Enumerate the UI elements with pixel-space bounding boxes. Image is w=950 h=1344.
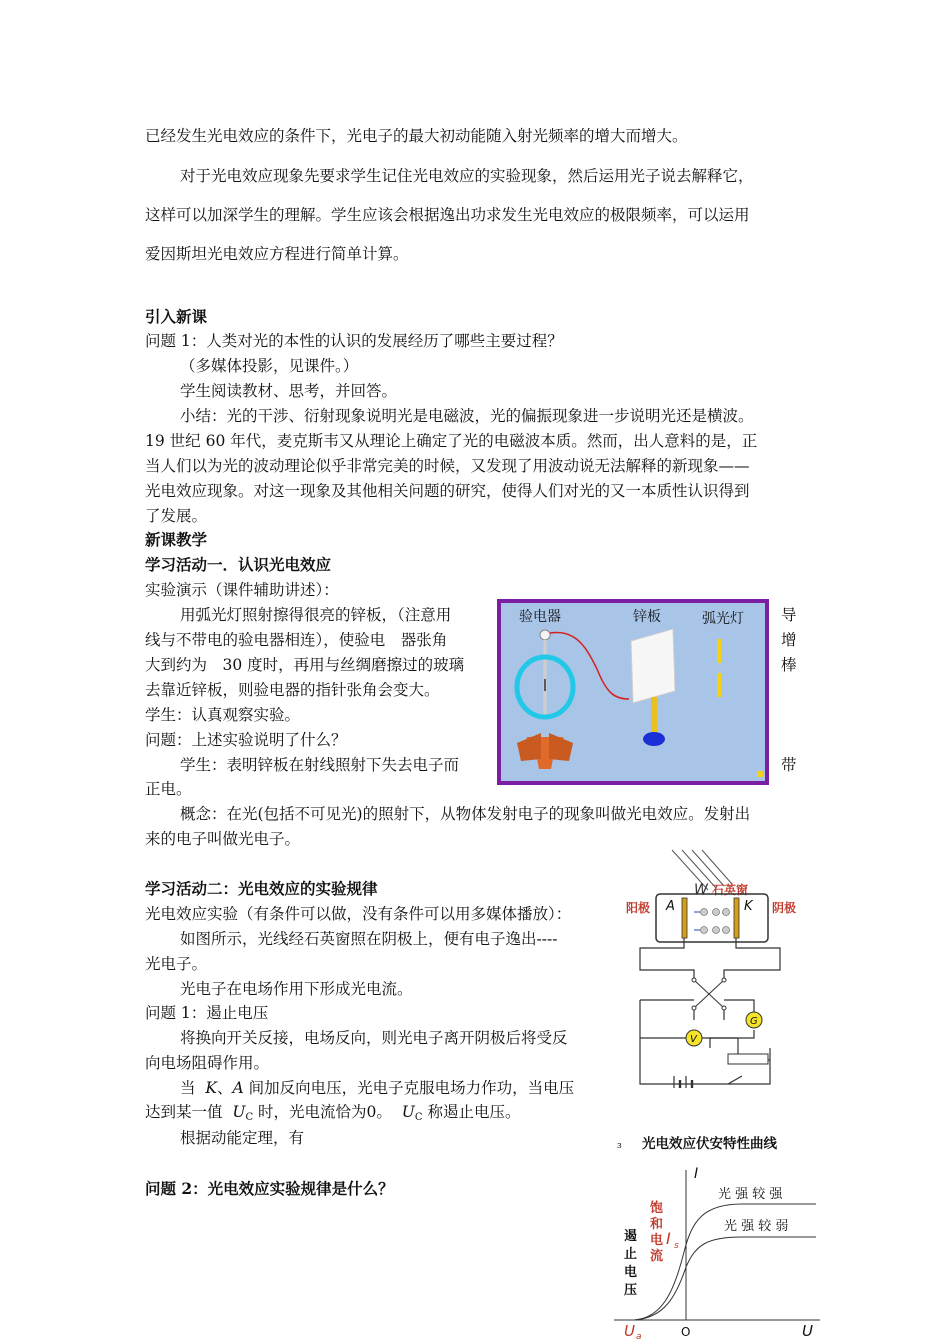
label-w: W xyxy=(694,882,708,898)
zinc-stand-rod xyxy=(651,697,657,737)
student-observe: 学生：认真观察实验。 xyxy=(145,706,301,724)
concept-line-1: 概念：在光(包括不可见光)的照射下，从物体发射电子的现象叫做光电效应。发射出 xyxy=(180,805,751,823)
cathode-plate xyxy=(734,898,739,938)
electrons xyxy=(701,909,730,934)
summary-line-2: 19 世纪 60 年代，麦克斯韦又从理论上确定了光的电磁波本质。然而，出人意料的是，正 xyxy=(145,432,758,450)
right-char-3: 棒 xyxy=(781,656,797,674)
iv-curve-figure xyxy=(612,1132,822,1342)
summary-line-4: 光电效应现象。对这一现象及其他相关问题的研究，使得人们对光的又一本质性认识得到 xyxy=(145,482,750,500)
para3-line-2: 向电场阻碍作用。 xyxy=(145,1054,270,1072)
zinc-stand-base xyxy=(643,732,665,746)
question-laws: 问题 2：光电效应实验规律是什么？ xyxy=(145,1179,394,1198)
para4-line-2: 达到某一值 $U_C$ 时，光电流恰为0。 $U_C$ 称遏止电压。 xyxy=(145,1103,521,1123)
right-char-2: 增 xyxy=(781,631,797,649)
demo-para-2: 线与不带电的验电器相连），使验电 器张角 xyxy=(145,631,448,649)
anode-plate xyxy=(682,898,687,938)
label-weak: 光 强 较 弱 xyxy=(724,1219,789,1234)
reversing-switch xyxy=(692,978,726,1010)
summary-line-1: 小结：光的干涉、衍射现象说明光是电磁波，光的偏振现象进一步说明光还是横波。 xyxy=(180,407,754,425)
activity-1-heading: 学习活动一．认识光电效应 xyxy=(145,555,332,574)
para5: 根据动能定理，有 xyxy=(180,1129,305,1147)
label-zinc: 锌板 xyxy=(633,609,661,625)
label-a: A xyxy=(666,899,675,914)
section-heading-new: 新课教学 xyxy=(145,530,208,549)
para2: 光电子在电场作用下形成光电流。 xyxy=(180,980,413,998)
right-char-4: 带 xyxy=(781,756,797,774)
lamp-segment-1 xyxy=(717,639,721,663)
label-electroscope: 验电器 xyxy=(519,609,561,625)
demo-para-3: 大到约为 30 度时，再用与丝绸磨擦过的玻璃 xyxy=(145,656,465,674)
label-g: G xyxy=(750,1016,758,1027)
electron-arrows xyxy=(694,912,700,930)
label-i: I xyxy=(694,1166,699,1182)
zinc-plate xyxy=(631,629,675,703)
question-stopping: 问题 1：遏止电压 xyxy=(145,1004,269,1022)
intro-line-4: 爱因斯坦光电效应方程进行简单计算。 xyxy=(145,245,409,263)
intro-line-2: 对于光电效应现象先要求学生记住光电效应的实验现象，然后运用光子说去解释它， xyxy=(180,167,754,185)
battery xyxy=(674,1076,692,1088)
label-ua: U xyxy=(624,1322,635,1340)
student-activity: 学生阅读教材、思考，并回答。 xyxy=(180,382,398,400)
label-anode: 阳极 xyxy=(626,901,651,915)
label-strong: 光 强 较 强 xyxy=(718,1187,783,1202)
para4-line-1: 当 K、A 间加反向电压，光电子克服电场力作功，当电压 xyxy=(180,1079,575,1097)
para1-line-1: 如图所示，光线经石英窗照在阴极上，便有电子逸出---- xyxy=(180,930,558,948)
concept-line-2: 来的电子叫做光电子。 xyxy=(145,830,301,848)
label-is-sub: s xyxy=(674,1241,679,1251)
electroscope-figure xyxy=(497,599,769,785)
right-char-1: 导 xyxy=(781,606,797,624)
curve-title: 光电效应伏安特性曲线 xyxy=(642,1136,777,1152)
intro-line-3: 这样可以加深学生的理解。学生应该会根据逸出功求发生光电效应的极限频率，可以运用 xyxy=(145,206,750,224)
label-quartz: 石英窗 xyxy=(712,883,749,897)
question-explain: 问题：上述实验说明了什么？ xyxy=(145,731,347,749)
label-saturation: 饱和电流 xyxy=(650,1201,664,1264)
activity-2-heading: 学习活动二：光电效应的实验规律 xyxy=(145,879,378,898)
experiment-label: 光电效应实验（有条件可以做，没有条件可以用多媒体播放）： xyxy=(145,905,572,923)
demo-para-1: 用弧光灯照射擦得很亮的锌板，（注意用 xyxy=(180,606,452,624)
photoelectric-circuit-figure xyxy=(620,848,800,1088)
lamp-segment-2 xyxy=(717,673,721,697)
label-v: V xyxy=(690,1034,697,1045)
label-u: U xyxy=(802,1322,813,1340)
rheostat xyxy=(728,1054,768,1064)
label-origin: O xyxy=(681,1325,691,1339)
para1-line-2: 光电子。 xyxy=(145,955,208,973)
para3-line-1: 将换向开关反接，电场反向，则光电子离开阴极后将受反 xyxy=(180,1029,568,1047)
label-lamp: 弧光灯 xyxy=(702,611,744,627)
projection-note: （多媒体投影，见课件。） xyxy=(180,357,359,375)
summary-line-5: 了发展。 xyxy=(145,507,208,525)
question-1: 问题 1：人类对光的本性的认识的发展经历了哪些主要过程？ xyxy=(145,332,563,350)
label-stopping: 遏止电压 xyxy=(624,1229,638,1298)
student-answer: 学生：表明锌板在射线照射下失去电子而 xyxy=(180,756,460,774)
corner-mark xyxy=(757,771,763,777)
figure3-mark: ɜ xyxy=(617,1141,622,1151)
demo-label: 实验演示（课件辅助讲述）： xyxy=(145,581,339,599)
intro-line-1: 已经发生光电效应的条件下，光电子的最大初动能随入射光频率的增大而增大。 xyxy=(145,127,688,145)
label-k: K xyxy=(744,899,753,914)
section-heading-intro: 引入新课 xyxy=(145,307,208,326)
student-answer-cont: 正电。 xyxy=(145,780,192,798)
label-cathode: 阴极 xyxy=(772,901,797,915)
summary-line-3: 当人们以为光的波动理论似乎非常完美的时候，又发现了用波动说无法解释的新现象—— xyxy=(145,457,750,475)
label-is: I xyxy=(666,1229,671,1248)
demo-para-4: 去靠近锌板，则验电器的指针张角会变大。 xyxy=(145,681,440,699)
main-switch xyxy=(728,1076,742,1084)
label-ua-sub: a xyxy=(636,1332,642,1342)
electroscope-knob xyxy=(540,630,550,640)
